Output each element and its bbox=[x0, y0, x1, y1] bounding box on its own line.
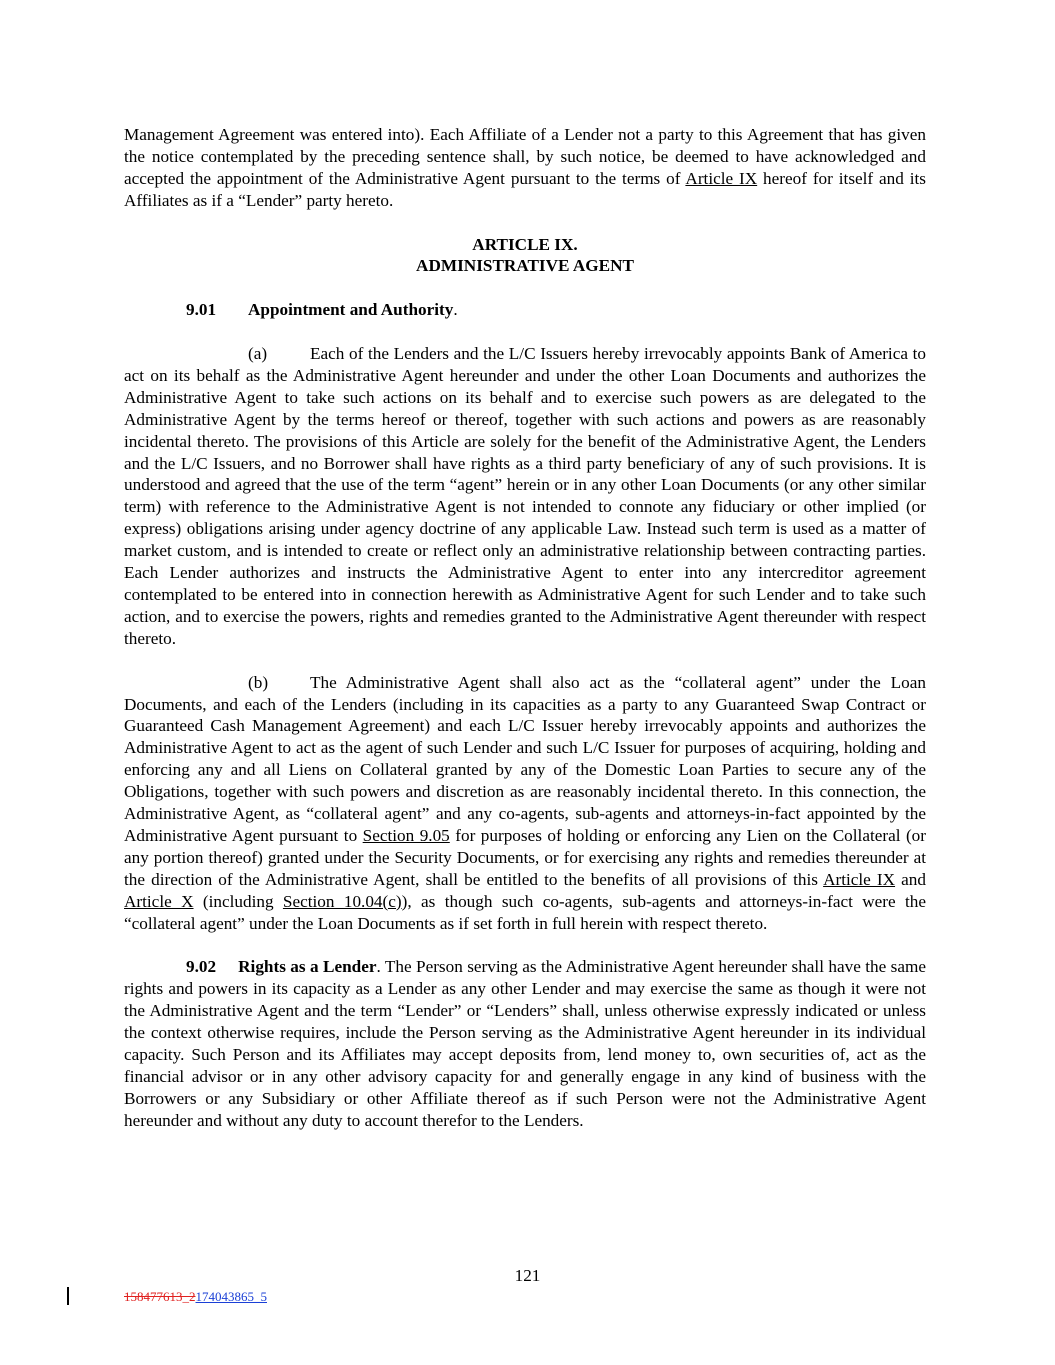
section-number: 9.02 bbox=[186, 957, 217, 977]
article-x-link[interactable]: Article X bbox=[124, 891, 194, 911]
section-10-04-c-link[interactable]: Section 10.04(c) bbox=[282, 891, 402, 911]
section-9-01-b: (b) The Administrative Agent shall also act as the “collateral agent” under the Loan Documents, and each of the Lenders (including in its capacities as a party to any Guaranteed Swap Contract or Guaranteed Cash Management Agreement) and each L/C Issuer hereby irrevocably appoints and authorizes the Administrative Agent to act as the agent of such Lender and such L/C Issuer for purposes of acquiring, holding and enforcing any and all Liens on Collateral granted by any of the Domestic Loan Parties to secure any of the Obligations, together with such powers and discretion as are reasonably incidental thereto. In this connection, the Administrative Agent, as “collateral agent” and any co-agents, sub-agents and attorneys-in-fact appointed by the Administrative Agent pursuant to Section 9.05 for purposes of holding or enforcing any Lien on the Collateral (or any portion thereof) granted under the Security Documents, or for exercising any rights and remedies thereunder at the direction of the Administrative Agent, shall be entitled to the benefits of all provisions of this Article IX and Article X (including Section 10.04(c)), as though such co-agents, sub-agents and attorneys-in-fact were the “collateral agent” under the Loan Documents as if set forth in full herein with respect thereto. bbox=[124, 672, 927, 933]
article-title: ADMINISTRATIVE AGENT bbox=[416, 256, 634, 276]
section-9-02: 9.02 Rights as a Lender. The Person serving as the Administrative Agent hereunder shall have the same rights and powers in its capacity as a Lender as any other Lender and may exercise the same as though it were not the Administrative Agent and the term “Lender” or “Lenders” shall, unless otherwise expressly indicated or unless the context otherwise requires, include the Person serving as the Administrative Agent hereunder in its individual capacity. Such Person and its Affiliates may accept deposits from, lend money to, own securities of, act as the financial advisor or in any other advisory capacity for and generally engage in any kind of business with the Borrowers or any Subsidiary or other Affiliate thereof as if such Person were not the Administrative Agent hereunder and without any duty to account therefor to the Lenders. bbox=[124, 957, 926, 1130]
section-title: Rights as a Lender bbox=[238, 957, 377, 977]
subsection-label: (b) bbox=[248, 672, 269, 692]
section-title: Appointment and Authority bbox=[248, 300, 454, 320]
document-id bbox=[124, 1289, 267, 1305]
section-9-05-link[interactable]: Section 9.05 bbox=[362, 825, 450, 845]
document-body bbox=[124, 124, 926, 1132]
doc-id-inserted: 174043865_5 bbox=[195, 1289, 267, 1304]
article-ix-link[interactable]: Article IX bbox=[823, 869, 896, 889]
section-9-01-heading: 9.01 Appointment and Authority. bbox=[186, 300, 458, 320]
article-number: ARTICLE IX. bbox=[472, 234, 578, 254]
section-number: 9.01 bbox=[186, 300, 217, 320]
article-ix-link[interactable]: Article IX bbox=[685, 168, 758, 188]
doc-id-deleted: 158477613_2 bbox=[124, 1289, 196, 1304]
intro-paragraph: Management Agreement was entered into). Each Affiliate of a Lender not a party to this Agreement that has given the notice contemplated by the preceding sentence shall, by such notice, be deemed to have acknowledged and accepted the appointment of the Administrative Agent pursuant to the terms of Article IX hereof for itself and its Affiliates as if a “Lender” party hereto. bbox=[124, 125, 926, 210]
change-bar bbox=[67, 1287, 69, 1305]
page-number: 121 bbox=[514, 1266, 541, 1285]
subsection-label: (a) bbox=[248, 344, 268, 364]
section-9-01-a: (a) Each of the Lenders and the L/C Issuers hereby irrevocably appoints Bank of America to act on its behalf as the Administrative Agent hereunder and under the other Loan Documents and authorizes the Administrative Agent to take such actions on its behalf and to exercise such powers as are delegated to the Administrative Agent by the terms hereof or thereof, together with such actions and powers as are reasonably incidental thereto. The provisions of this Article are solely for the benefit of the Administrative Agent, the Lenders and the L/C Issuers, and no Borrower shall have rights as a third party beneficiary of any of such provisions. It is understood and agreed that the use of the term “agent” herein or in any other Loan Documents (or any other similar term) with reference to the Administrative Agent is not intended to connote any fiduciary or other implied (or express) obligations arising under agency doctrine of any applicable Law. Instead such term is used as a matter of market custom, and is intended to create or reflect only an administrative relationship between contracting parties. Each Lender authorizes and instructs the Administrative Agent to enter into any intercreditor agreement contemplated to be entered into in connection herewith as Administrative Agent for such Lender and to take such action, and to exercise the powers, rights and remedies granted to the Administrative Agent thereunder with respect thereto. bbox=[124, 344, 926, 648]
